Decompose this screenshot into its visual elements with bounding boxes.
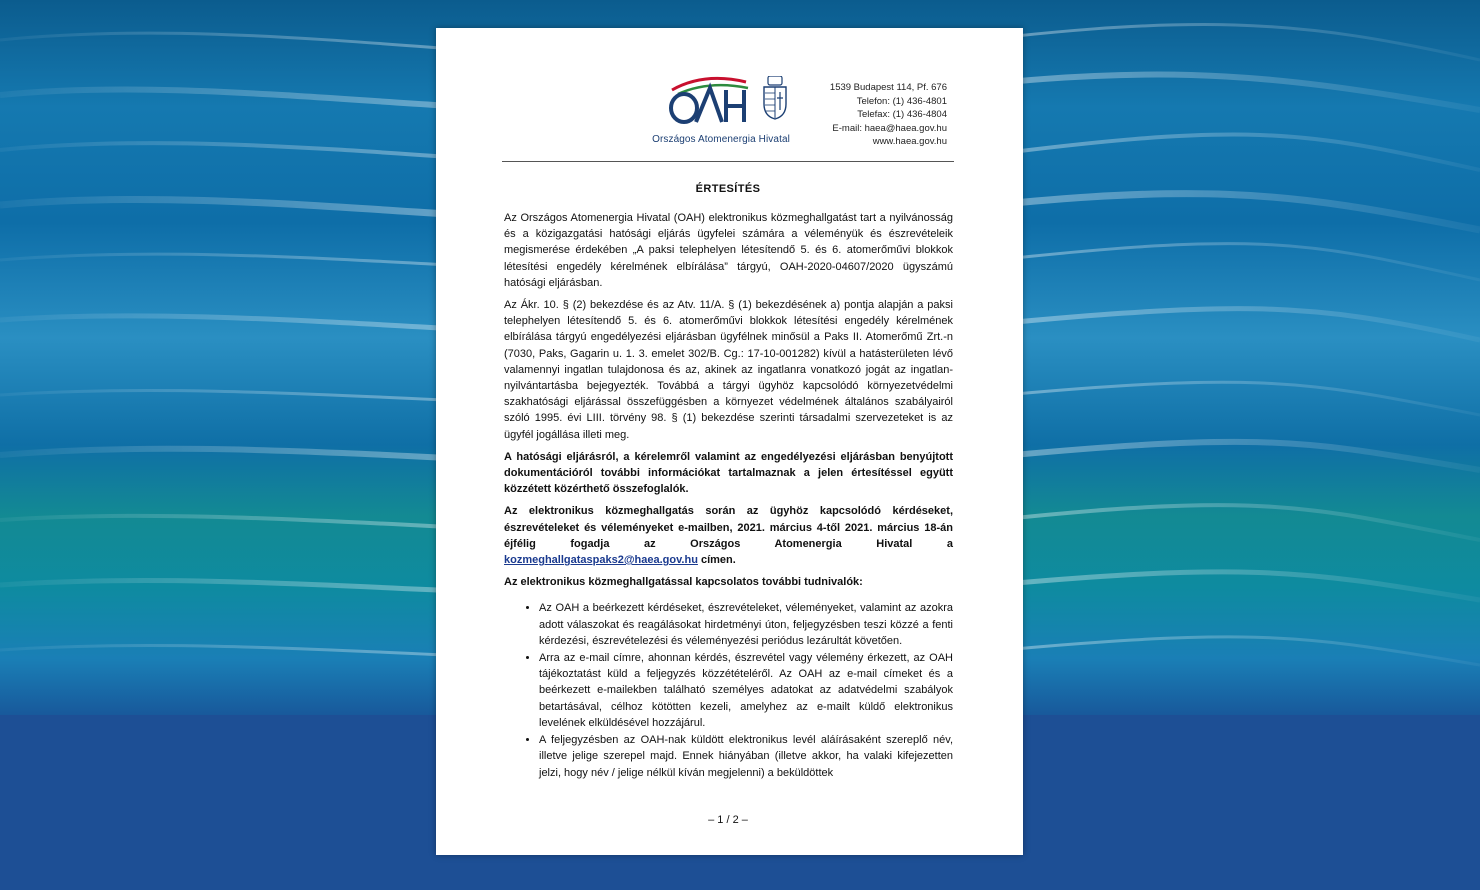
- submission-text: Az elektronikus közmeghallgatás során az ügyhöz kapcsolódó kérdéseket, észrevételeket és véleményeket e-mailben, 2021. március 4-től 2021. március 18-án éjfélig fogadja az Országos Atomenergia Hivatal a: [504, 505, 953, 550]
- logo-organization-name: Országos Atomenergia Hivatal: [652, 134, 790, 145]
- contact-block: [830, 81, 947, 149]
- paragraph-notes-heading: Az elektronikus közmeghallgatással kapcsolatos további tudnivalók:: [504, 576, 863, 589]
- header-divider: [502, 161, 954, 162]
- document-page: [436, 28, 1023, 855]
- contact-address: 1539 Budapest 114, Pf. 676: [829, 82, 947, 93]
- document-title: ÉRTESÍTÉS: [695, 183, 761, 195]
- submission-text-end: címen.: [697, 554, 736, 567]
- paragraph-intro: Az Országos Atomenergia Hivatal (OAH) elektronikus közmeghallgatást tart a nyilvánosság és a közigazgatási hatósági eljárás ügyfelei számára a véleményük és észrevételeik megismerése érdekében „A paksi telephelyen létesítendő 5. és 6. atomerőművi blokkok létesítési engedély kérelmének elbírálása” tárgyú, OAH-2020-04607/2020 ügyszámú hatósági eljárásban.: [504, 212, 953, 289]
- submission-email-link[interactable]: kozmeghallgataspaks2@haea.gov.hu: [504, 554, 698, 567]
- notes-list: [504, 600, 953, 780]
- contact-phone: Telefon: (1) 436-4801: [856, 95, 947, 107]
- paragraph-summaries: A hatósági eljárásról, a kérelemről valamint az engedélyezési eljárásban benyújtott dokumentációról további információkat tartalmaznak a jelen értesítéssel együtt közzétett közérthető összefoglalók.: [504, 450, 953, 496]
- document-body: [504, 210, 953, 782]
- page-number: – 1 / 2 –: [708, 814, 748, 826]
- paragraph-submission: [504, 503, 953, 568]
- oah-logo-mark-icon: [664, 76, 754, 128]
- list-item: • A feljegyzésben az OAH-nak küldött elektronikus levél aláírásaként szereplő név, illetve jelige szerepel majd. Ennek hiányában (illetve akkor, ha valaki kifejezetten jelzi, hogy név / jelige nélkül kíván megjelenni) a beküldöttek: [539, 732, 953, 781]
- list-item: • Arra az e-mail címre, ahonnan kérdés, észrevétel vagy vélemény érkezett, az OAH tájékoztatást küld a feljegyzés közzétételéről. Az OAH az e-mail címeket és a beérkezett e-mailekben található személyes adatokat az adatvédelmi szabályok betartásával, célhoz kötötten kezeli, amelyhez az e-mailt küldő elektronikus levelének elküldésével hozzájárul.: [539, 650, 953, 731]
- contact-fax: Telefax: (1) 436-4804: [857, 109, 947, 121]
- paragraph-parties: Az Ákr. 10. § (2) bekezdése és az Atv. 11/A. § (1) bekezdésének a) pontja alapján a paksi telephelyen létesítendő 5. és 6. atomerőművi blokkok létesítési engedély kérelmének elbírálása tárgyú engedélyezési eljárásban ügyfélnek minősül a Paks II. Atomerőmű Zrt.-n (7030, Paks, Gagarin u. 1. 3. emelet 302/B. Cg.: 17-10-001282) kívül a hatásterületen lévő valamennyi ingatlan tulajdonosa és az, akinek az ingatlanra vonatkozó jogát az ingatlan-nyilvántartásba bejegyezték. Továbbá a tárgyi ügyhöz kapcsolódó környezetvédelmi szakhatósági eljárással összefüggésben a környezet védelmének általános szabályairól szóló 1995. évi LIII. törvény 98. § (1) bekezdése szerinti társadalmi szervezeteket is az ügyfél jogállása illeti meg.: [504, 299, 953, 441]
- hungarian-coat-of-arms-icon: [761, 76, 789, 120]
- list-item: • Az OAH a beérkezett kérdéseket, észrevételeket, véleményeket, valamint az azokra adott válaszokat és reagálásokat hirdetményi úton, feljegyzésben teszi közzé a fenti kérdezési, észrevételezési és véleményezési periódus lezárultát követően.: [539, 600, 953, 649]
- contact-website: www.haea.gov.hu: [872, 136, 947, 148]
- contact-email: E-mail: haea@haea.gov.hu: [832, 122, 947, 134]
